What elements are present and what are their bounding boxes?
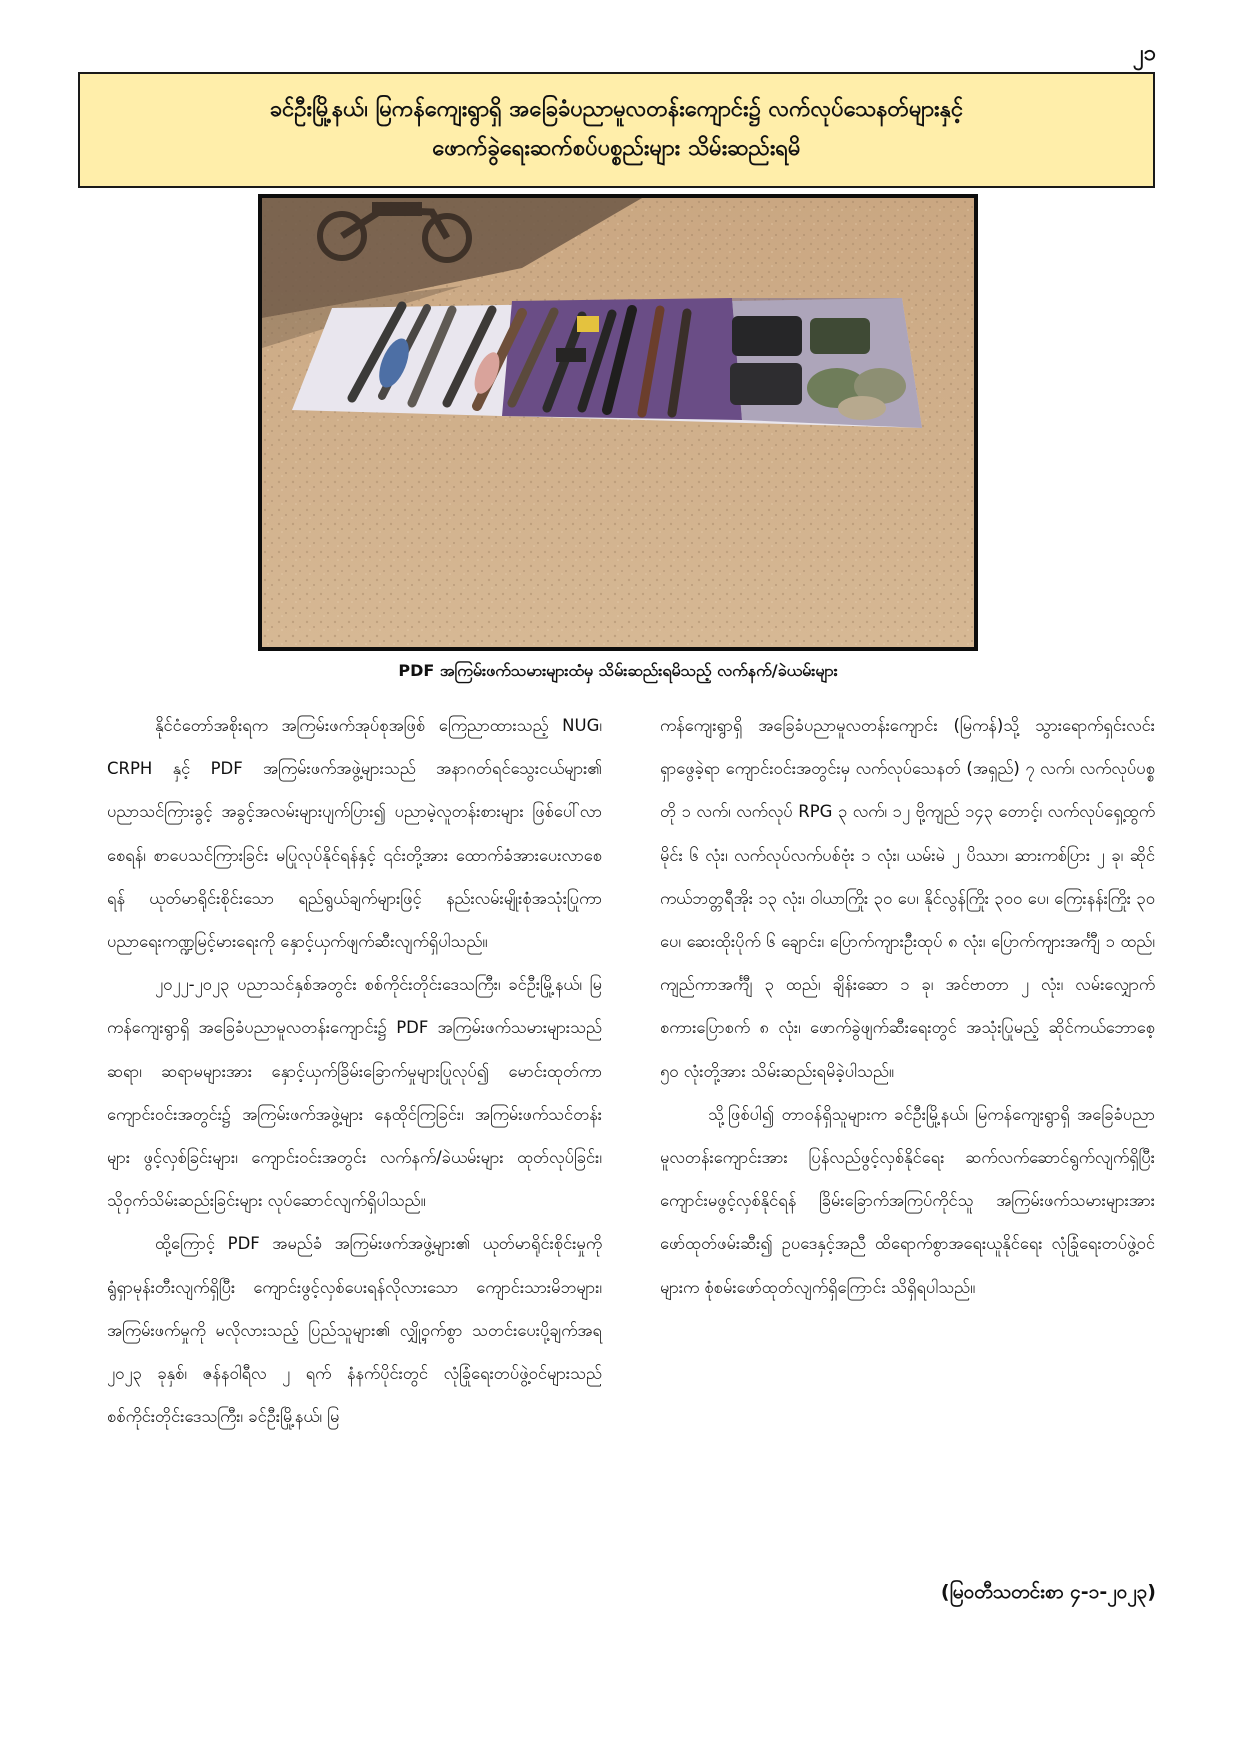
headline-line-1: ခင်ဦးမြို့နယ်၊ မြကန်ကျေးရွာရှိ အခြေခံပညာမူလတန်းကျောင်း၌ လက်လုပ်သေနတ်များနှင့် xyxy=(269,97,964,123)
seized-weapons-photo xyxy=(258,194,978,651)
photo-caption: PDF အကြမ်းဖက်သမားများထံမှ သိမ်းဆည်းရမိသည့် လက်နက်/ခဲယမ်းများ xyxy=(398,661,838,680)
paragraph: ၂၀၂၂-၂၀၂၃ ပညာသင်နှစ်အတွင်း စစ်ကိုင်းတိုင်းဒေသကြီး၊ ခင်ဦးမြို့နယ်၊ မြကန်ကျေးရွာရှိ အခြေခံပညာမူလတန်းကျောင်း၌ PDF အကြမ်းဖက်သမားများသည် ဆရာ၊ ဆရာမများအား နှောင့်ယှက်ခြိမ်းခြောက်မှုများပြုလုပ်၍ မောင်းထုတ်ကာ ကျောင်းဝင်းအတွင်း၌ အကြမ်းဖက်အဖွဲ့များ နေထိုင်ကြခြင်း၊ အကြမ်းဖက်သင်တန်းများ ဖွင့်လှစ်ခြင်းများ၊ ကျောင်းဝင်းအတွင်း လက်နက်/ခဲယမ်းများ ထုတ်လုပ်ခြင်း၊ သိုဝှက်သိမ်းဆည်းခြင်းများ လုပ်ဆောင်လျက်ရှိပါသည်။ xyxy=(107,975,602,1211)
paragraph: ထို့ကြောင့် PDF အမည်ခံ အကြမ်းဖက်အဖွဲ့များ၏ ယုတ်မာရိုင်းစိုင်းမှုကို ရွံရှာမုန်းတီးလျက်ရှိပြီး ကျောင်းဖွင့်လှစ်ပေးရန်လိုလားသော ကျောင်းသားမိဘများ၊ အကြမ်းဖက်မှုကို မလိုလားသည့် ပြည်သူများ၏ လျှို့ဝှက်စွာ သတင်းပေးပို့ချက်အရ ၂၀၂၃ ခုနှစ်၊ ဇန်နဝါရီလ ၂ ရက် နံနက်ပိုင်းတွင် လုံခြုံရေးတပ်ဖွဲ့ဝင်များသည် စစ်ကိုင်းတိုင်းဒေသကြီး၊ ခင်ဦးမြို့နယ်၊ မြ xyxy=(107,1234,602,1427)
source-citation: (မြဝတီသတင်းစာ ၄-၁-၂၀၂၃) xyxy=(940,1581,1156,1603)
right-column xyxy=(660,704,1155,1309)
headline-box xyxy=(78,72,1155,188)
paragraph: သို့ဖြစ်ပါ၍ တာဝန်ရှိသူများက ခင်ဦးမြို့နယ်၊ မြကန်ကျေးရွာရှိ အခြေခံပညာမူလတန်းကျောင်းအား ပြန်လည်ဖွင့်လှစ်နိုင်ရေး ဆက်လက်ဆောင်ရွက်လျက်ရှိပြီး ကျောင်းမဖွင့်လှစ်နိုင်ရန် ခြိမ်းခြောက်အကြပ်ကိုင်သူ အကြမ်းဖက်သမားများအား ဖော်ထုတ်ဖမ်းဆီး၍ ဥပဒေနှင့်အညီ ထိရောက်စွာအရေးယူနိုင်ရေး လုံခြုံရေးတပ်ဖွဲ့ဝင်များက စုံစမ်းဖော်ထုတ်လျက်ရှိကြောင်း သိရှိရပါသည်။ xyxy=(660,1104,1155,1297)
left-column xyxy=(107,704,602,1438)
paragraph: ကန်ကျေးရွာရှိ အခြေခံပညာမူလတန်းကျောင်း (မြကန်)သို့ သွားရောက်ရှင်းလင်းရှာဖွေခဲ့ရာ ကျောင်းဝင်းအတွင်းမှ လက်လုပ်သေနတ် (အရှည်) ၇ လက်၊ လက်လုပ်ပစ္စတို ၁ လက်၊ လက်လုပ် RPG ၃ လက်၊ ၁၂ ဗို့ကျည် ၁၄၃ တောင့်၊ လက်လုပ်ရှေ့ထွက်မိုင်း ၆ လုံး၊ လက်လုပ်လက်ပစ်ဗုံး ၁ လုံး၊ ယမ်းမဲ ၂ ပိဿာ၊ ဆားကစ်ပြား ၂ ခု၊ ဆိုင်ကယ်ဘတ္တရီအိုး ၁၃ လုံး၊ ဝါယာကြိုး ၃၀ ပေ၊ နိုင်လွန်ကြိုး ၃၀၀ ပေ၊ ကြေးနန်းကြိုး ၃၀ ပေ၊ ဆေးထိုးပိုက် ၆ ချောင်း၊ ပြောက်ကျားဦးထုပ် ၈ လုံး၊ ပြောက်ကျားအင်္ကျီ ၁ ထည်၊ ကျည်ကာအင်္ကျီ ၃ ထည်၊ ချိန်းဆော ၁ ခု၊ အင်ဗာတာ ၂ လုံး၊ လမ်းလျှောက်စကားပြောစက် ၈ လုံး၊ ဖောက်ခွဲဖျက်ဆီးရေးတွင် အသုံးပြုမည့် ဆိုင်ကယ်ဘောစေ့ ၅၀ လုံးတို့အား သိမ်းဆည်းရမိခဲ့ပါသည်။ xyxy=(660,716,1155,1081)
headline-line-2: ဖောက်ခွဲရေးဆက်စပ်ပစ္စည်းများ သိမ်းဆည်းရမိ xyxy=(432,136,801,161)
page-number: ၂၁ xyxy=(1132,41,1156,66)
paragraph: နိုင်ငံတော်အစိုးရက အကြမ်းဖက်အုပ်စုအဖြစ် ကြေညာထားသည့် NUG၊ CRPH နှင့် PDF အကြမ်းဖက်အဖွဲ့များသည် အနာဂတ်ရင်သွေးငယ်များ၏ ပညာသင်ကြားခွင့် အခွင့်အလမ်းများပျက်ပြား၍ ပညာမဲ့လူတန်းစားများ ဖြစ်ပေါ်လာစေရန်၊ စာပေသင်ကြားခြင်း မပြုလုပ်နိုင်ရန်နှင့် ၎င်းတို့အား ထောက်ခံအားပေးလာစေရန် ယုတ်မာရိုင်းစိုင်းသော ရည်ရွယ်ချက်များဖြင့် နည်းလမ်းမျိုးစုံအသုံးပြုကာ ပညာရေးကဏ္ဍမြင့်မားရေးကို နှောင့်ယှက်ဖျက်ဆီးလျက်ရှိပါသည်။ xyxy=(107,716,602,952)
